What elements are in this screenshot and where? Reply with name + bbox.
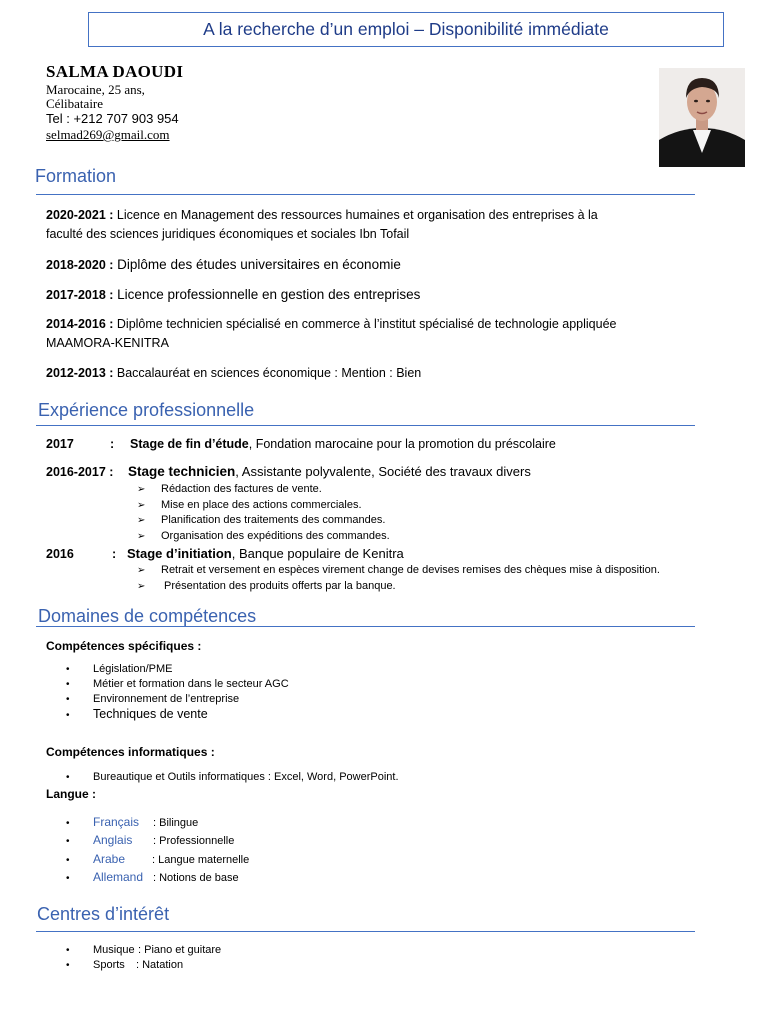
formation-divider	[36, 194, 695, 195]
formation-item: 2020-2021 : Licence en Management des ressources humaines et organisation des entreprises à la faculté des sciences juridiques économiques et sociales Ibn Tofail	[46, 208, 598, 241]
specific-skills-list	[66, 662, 289, 723]
experience-divider	[36, 425, 695, 426]
experience-years: 2017	[46, 437, 74, 451]
language-item: • Allemand : Notions de base	[66, 869, 249, 887]
candidate-name: SALMA DAOUDI	[46, 62, 184, 81]
interests-title: Centres d’intérêt	[37, 904, 170, 924]
nationality-age: Marocaine, 25 ans,	[46, 82, 145, 97]
task-item: ➢ Retrait et versement en espèces virement change de devises remises des chèques mise à disposition.	[137, 563, 660, 579]
availability-banner	[88, 12, 724, 47]
experience-role: Stage technicien	[128, 464, 236, 479]
formation-item: 2014-2016 : Diplôme technicien spécialisé en commerce à l’institut spécialisé de technologie appliquée MAAMORA-KENITRA	[46, 317, 617, 350]
task-list	[137, 482, 390, 544]
formation-years: 2020-2021 :	[46, 208, 114, 222]
formation-title: Formation	[35, 166, 117, 186]
skill-item: • Environnement de l’entreprise	[66, 692, 289, 707]
banner-text: A la recherche d’un emploi – Disponibilité immédiate	[203, 19, 609, 39]
formation-years: 2012-2013 :	[46, 366, 114, 380]
it-skills-list	[66, 770, 399, 785]
interest-item: • Musique : Piano et guitare	[66, 943, 221, 958]
language-item: • Arabe : Langue maternelle	[66, 851, 249, 869]
interest-item: • Sports : Natation	[66, 958, 221, 973]
experience-item: 2016-2017 : Stage technicien, Assistante polyvalente, Société des travaux divers	[46, 464, 531, 479]
experience-title: Expérience professionnelle	[38, 400, 255, 420]
experience-years: 2016-2017 :	[46, 465, 114, 479]
marital-status: Célibataire	[46, 96, 104, 111]
skill-item: • Techniques de vente	[66, 707, 289, 723]
interests-divider	[36, 931, 695, 932]
skill-item: • Métier et formation dans le secteur AGC	[66, 677, 289, 692]
language-name: Français	[93, 815, 140, 829]
task-item: ➢ Organisation des expéditions des commandes.	[137, 529, 390, 545]
languages-list	[66, 814, 249, 887]
task-item: ➢ Présentation des produits offerts par la banque.	[137, 579, 660, 595]
task-item: ➢ Rédaction des factures de vente.	[137, 482, 390, 498]
task-item: ➢ Mise en place des actions commerciales.	[137, 498, 390, 514]
formation-item: 2012-2013 : Baccalauréat en sciences économique : Mention : Bien	[46, 366, 422, 380]
phone: Tel : +212 707 903 954	[46, 111, 179, 126]
language-item: • Français : Bilingue	[66, 814, 249, 832]
formation-item: 2018-2020 : Diplôme des études universitaires en économie	[46, 257, 401, 272]
experience-years: 2016	[46, 547, 74, 561]
it-skills-heading: Compétences informatiques :	[46, 745, 215, 759]
formation-years: 2017-2018 :	[46, 288, 114, 302]
email-link[interactable]: selmad269@gmail.com	[46, 127, 170, 142]
language-name: Anglais	[93, 833, 133, 848]
task-list	[137, 563, 660, 594]
experience-role: Stage de fin d’étude	[130, 437, 249, 451]
skills-title: Domaines de compétences	[38, 606, 257, 626]
experience-role: Stage d’initiation	[127, 546, 232, 561]
experience-item: 2016 : Stage d’initiation, Banque populaire de Kenitra	[46, 546, 404, 561]
language-name: Allemand	[93, 869, 144, 884]
specific-skills-heading: Compétences spécifiques :	[46, 639, 202, 653]
skills-divider	[36, 626, 695, 627]
profile-photo	[659, 68, 745, 167]
languages-heading: Langue :	[46, 787, 96, 801]
experience-item: 2017 : Stage de fin d’étude, Fondation marocaine pour la promotion du préscolaire	[46, 437, 556, 451]
skill-item: • Législation/PME	[66, 662, 289, 677]
language-item: • Anglais : Professionnelle	[66, 832, 249, 850]
formation-item: 2017-2018 : Licence professionnelle en gestion des entreprises	[46, 287, 421, 302]
language-name: Arabe	[93, 851, 126, 866]
task-item: ➢ Planification des traitements des commandes.	[137, 513, 390, 529]
interests-list	[66, 943, 221, 973]
formation-years: 2018-2020 :	[46, 258, 114, 272]
formation-years: 2014-2016 :	[46, 317, 114, 331]
skill-item: • Bureautique et Outils informatiques : Excel, Word, PowerPoint.	[66, 770, 399, 785]
